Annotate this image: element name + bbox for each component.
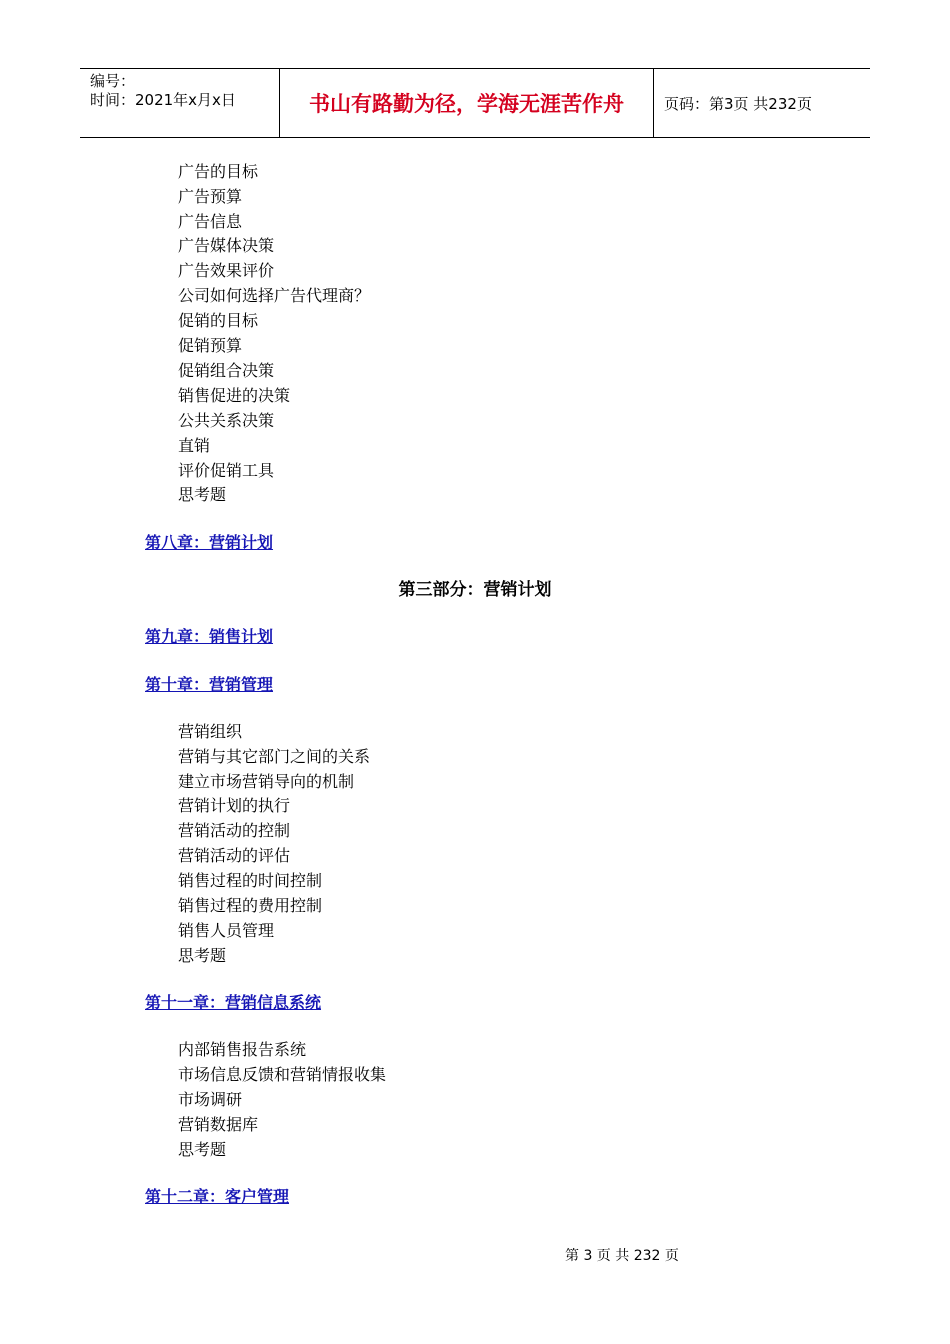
list-item: 销售人员管理 — [178, 921, 275, 940]
list-item: 营销活动的控制 — [178, 821, 291, 840]
list-item: 广告信息 — [178, 212, 243, 231]
part-3-heading: 第三部分：营销计划 — [398, 580, 552, 600]
list-item: 营销组织 — [178, 722, 243, 741]
page-footer: 第 3 页 共 232 页 — [565, 1248, 679, 1264]
chapter-11-link[interactable]: 第十一章：营销信息系统 — [145, 993, 322, 1012]
header-page-info: 页码：第3页 共232页 — [664, 94, 812, 113]
list-item: 营销数据库 — [178, 1115, 259, 1134]
list-item: 市场调研 — [178, 1090, 243, 1109]
list-item: 促销预算 — [178, 336, 243, 355]
chapter-10-link[interactable]: 第十章：营销管理 — [145, 675, 274, 694]
list-item: 公司如何选择广告代理商？ — [178, 286, 371, 305]
list-item: 营销与其它部门之间的关系 — [178, 747, 371, 766]
list-item: 销售过程的费用控制 — [178, 896, 323, 915]
chapter-12-link[interactable]: 第十二章：客户管理 — [145, 1187, 290, 1206]
list-item: 内部销售报告系统 — [178, 1040, 307, 1059]
header-motto: 书山有路勤为径，学海无涯苦作舟 — [280, 69, 654, 137]
list-item: 营销计划的执行 — [178, 796, 291, 815]
list-item: 公共关系决策 — [178, 411, 275, 430]
list-item: 广告效果评价 — [178, 261, 275, 280]
list-item: 广告的目标 — [178, 162, 259, 181]
header-meta — [80, 69, 280, 137]
page-header — [80, 68, 870, 138]
list-item: 市场信息反馈和营销情报收集 — [178, 1065, 387, 1084]
list-item: 广告媒体决策 — [178, 236, 275, 255]
list-item: 直销 — [178, 436, 211, 455]
list-item: 销售过程的时间控制 — [178, 871, 323, 890]
chapter-9-link[interactable]: 第九章：销售计划 — [145, 627, 274, 646]
list-item: 思考题 — [178, 946, 227, 965]
list-item: 促销组合决策 — [178, 361, 275, 380]
list-item: 评价促销工具 — [178, 461, 275, 480]
list-item: 建立市场营销导向的机制 — [178, 772, 355, 791]
header-time: 时间：2021年x月x日 — [90, 91, 236, 109]
header-number: 编号： — [90, 72, 136, 90]
list-item: 销售促进的决策 — [178, 386, 291, 405]
list-item: 思考题 — [178, 1140, 227, 1159]
list-item: 思考题 — [178, 485, 227, 504]
list-item: 广告预算 — [178, 187, 243, 206]
list-item: 营销活动的评估 — [178, 846, 291, 865]
list-item: 促销的目标 — [178, 311, 259, 330]
chapter-8-link[interactable]: 第八章：营销计划 — [145, 533, 274, 552]
